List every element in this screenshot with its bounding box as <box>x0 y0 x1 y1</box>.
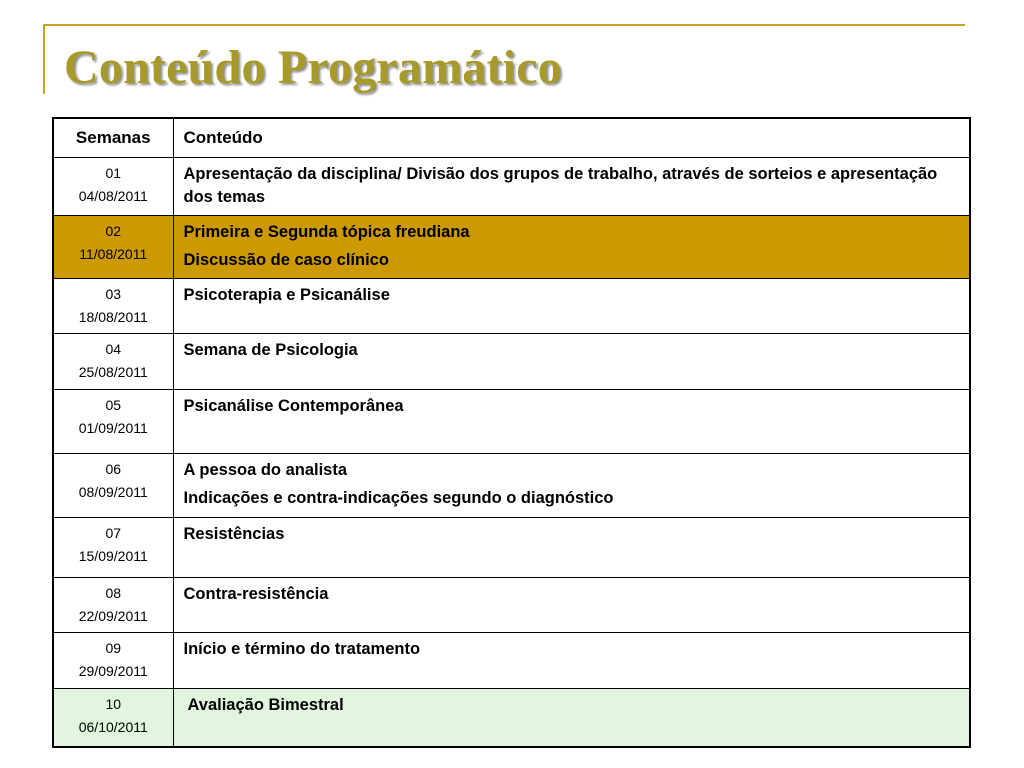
week-cell <box>53 334 173 390</box>
table-row <box>53 334 970 390</box>
content-cell <box>173 518 970 578</box>
title-frame-left-rule <box>43 24 45 94</box>
content-line: Discussão de caso clínico <box>183 251 389 269</box>
week-date: 15/09/2011 <box>78 548 148 564</box>
week-date: 06/10/2011 <box>78 719 148 735</box>
content-cell <box>173 216 970 279</box>
table-row <box>53 279 970 334</box>
week-cell <box>53 216 173 279</box>
table-row <box>53 390 970 454</box>
table-row <box>53 578 970 633</box>
content-cell <box>173 390 970 454</box>
content-cell <box>173 689 970 747</box>
table-row <box>53 633 970 689</box>
content-cell <box>173 279 970 334</box>
content-line: Psicoterapia e Psicanálise <box>183 286 390 304</box>
content-cell <box>173 578 970 633</box>
content-line: Resistências <box>183 525 285 543</box>
table-header-row <box>53 118 970 158</box>
week-number: 01 <box>105 165 122 181</box>
week-date: 08/09/2011 <box>78 484 148 500</box>
week-date: 25/08/2011 <box>78 364 148 380</box>
week-cell <box>53 578 173 633</box>
header-content: Conteúdo <box>173 118 970 158</box>
week-number: 09 <box>105 640 122 656</box>
week-date: 22/09/2011 <box>78 608 148 624</box>
week-date: 01/09/2011 <box>78 420 148 436</box>
week-cell <box>53 689 173 747</box>
content-line: A pessoa do analista <box>183 461 348 479</box>
table-row <box>53 518 970 578</box>
week-cell <box>53 279 173 334</box>
week-cell <box>53 633 173 689</box>
week-number: 08 <box>105 585 122 601</box>
week-cell <box>53 158 173 216</box>
table-row <box>53 454 970 518</box>
content-cell <box>173 633 970 689</box>
content-line: Contra-resistência <box>183 585 329 603</box>
content-line: Início e término do tratamento <box>183 640 421 658</box>
week-cell <box>53 390 173 454</box>
week-cell <box>53 454 173 518</box>
week-date: 11/08/2011 <box>79 246 148 262</box>
table-row <box>53 689 970 747</box>
content-line: Psicanálise Contemporânea <box>183 397 404 415</box>
week-date: 18/08/2011 <box>78 309 148 325</box>
schedule-table <box>52 117 971 748</box>
content-cell <box>173 454 970 518</box>
slide-title: Conteúdo Programático <box>64 41 562 94</box>
week-date: 04/08/2011 <box>78 188 148 204</box>
content-line: Indicações e contra-indicações segundo o diagnóstico <box>183 489 614 507</box>
content-line: Semana de Psicologia <box>183 341 358 359</box>
week-number: 04 <box>105 341 122 357</box>
content-cell <box>173 158 970 216</box>
week-date: 29/09/2011 <box>78 663 148 679</box>
content-line: Primeira e Segunda tópica freudiana <box>183 223 470 241</box>
week-number: 07 <box>105 525 122 541</box>
week-cell <box>53 518 173 578</box>
header-weeks: Semanas <box>53 118 173 158</box>
week-number: 03 <box>105 286 122 302</box>
week-number: 02 <box>105 223 122 239</box>
content-line: Avaliação Bimestral <box>183 696 344 714</box>
content-line: Apresentação da disciplina/ Divisão dos grupos de trabalho, através de sorteios e apresentação dos temas <box>183 165 938 206</box>
table-row <box>53 158 970 216</box>
week-number: 06 <box>105 461 122 477</box>
content-cell <box>173 334 970 390</box>
week-number: 05 <box>105 397 122 413</box>
table-row <box>53 216 970 279</box>
title-frame-top-rule <box>43 24 965 26</box>
week-number: 10 <box>105 696 122 712</box>
